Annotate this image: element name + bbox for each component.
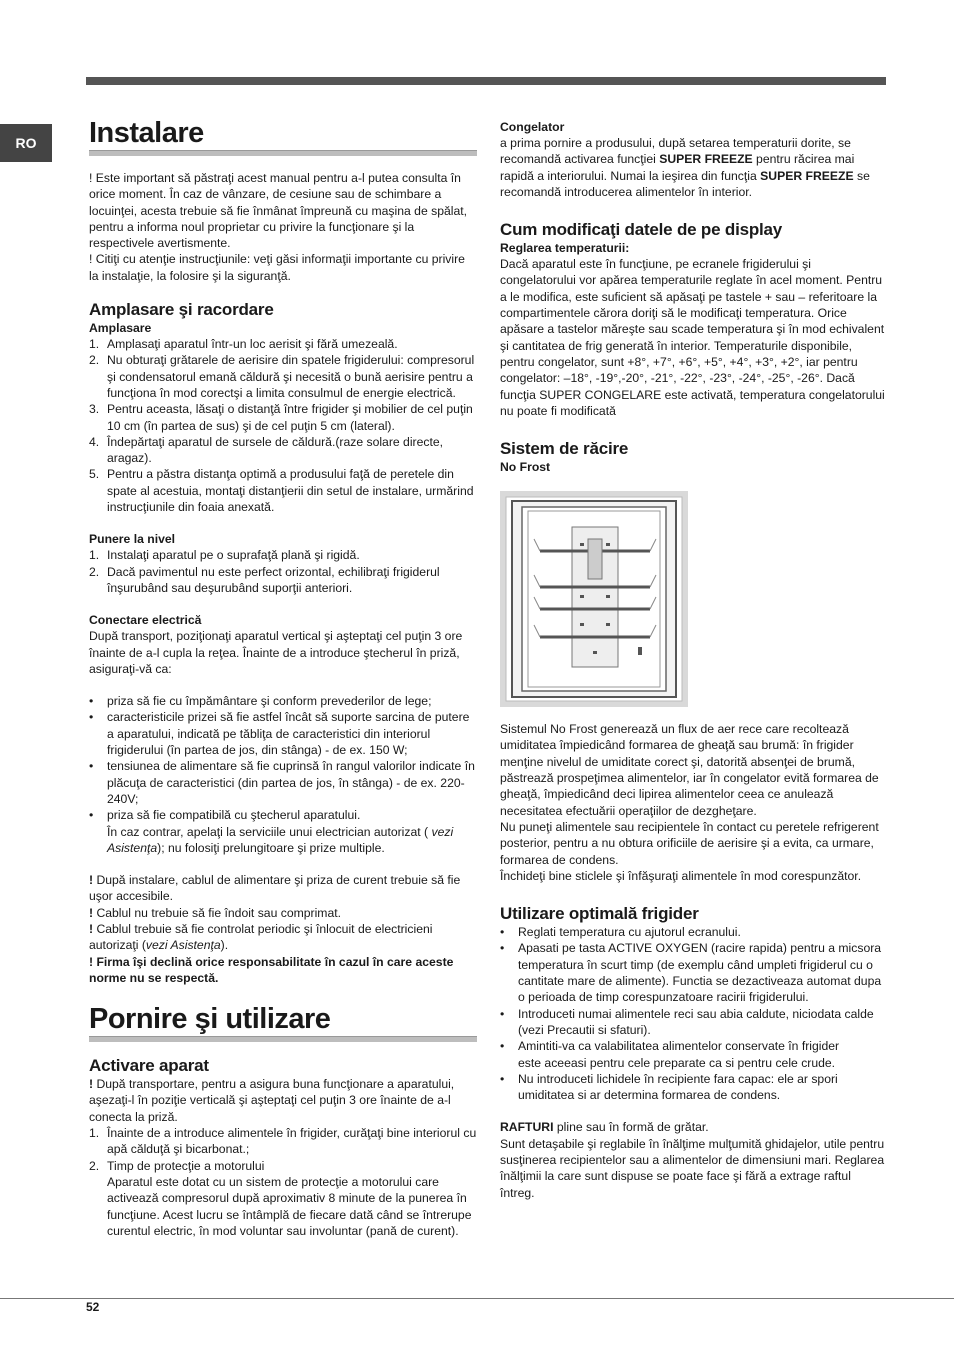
optimal-list <box>500 924 888 1103</box>
nofrost-paragraph-2: Nu puneţi alimentele sau recipientele în contact cu peretele refrigerent posterior, pentru a nu obtura orificiile de aerisire şi a evita, ca urmare, formarea de condens. <box>500 819 879 867</box>
top-rule <box>86 77 886 85</box>
warning-3: ! Cablul trebuie să fie controlat periodic şi înlocuit de electricieni autorizaţi (vezi Asistenţa). <box>89 921 433 953</box>
amplasare-list <box>89 336 477 515</box>
list-item: • priza să fie cu împământare şi conform prevederilor de lege; <box>89 694 432 709</box>
subheading-no-frost: No Frost <box>500 460 551 475</box>
intro-paragraph-2: ! Citiţi cu atenţie instrucţiunile: veţi găsi informaţii importante cu privire la instalaţie, la folosire şi la siguranţă. <box>89 252 465 283</box>
list-item: • Nu introduceti lichidele în recipiente fara capac: ele ar spori umiditatea si ar determina formarea de condens. <box>500 1071 838 1103</box>
nofrost-paragraph: Sistemul No Frost generează un flux de aer rece care recoltează umiditatea împiedicând formarea de gheaţă sau brumă: în frigider menţine nivelul de umiditate corect şi, datorită absenţei de brumă, păstrează prospeţimea alimentelor, iar în congelator evită formarea de gheaţă, împiedicând deci lipirea alimentelor ceea ce anulează necesitatea efectuării operaţiilor de dezgheţare. <box>500 722 879 818</box>
heading-sistem-racire: Sistem de răcire <box>500 439 629 459</box>
subheading-reglarea: Reglarea temperaturii: <box>500 241 630 256</box>
list-item: • Introduceti numai alimentele reci sau abia caldute, niciodata calde (vezi Precautii si sfaturi). <box>500 1006 874 1037</box>
list-item: • tensiunea de alimentare să fie cuprinsă în rangul valorilor indicate în plăcuţa de caracteristici (din partea de jos, în stânga) - de ex. 220-240V; <box>89 759 475 806</box>
activare-paragraph: ! După transportare, pentru a asigura buna funcţionare a aparatului, aşezaţi-l în poziţie verticală şi aşteptaţi cel puţin 3 ore înainte de a-l conecta la priză. <box>89 1077 455 1124</box>
heading-display: Cum modificaţi datele de pe display <box>500 220 783 240</box>
list-item: 1. Înainte de a introduce alimentele în frigider, curăţaţi bine interiorul cu apă călduţă şi bicarbonat.; <box>89 1126 477 1157</box>
section-title-instalare: Instalare <box>89 117 204 149</box>
list-item: 4. Îndepărtaţi aparatul de sursele de căldură.(raze solare directe, aragaz). <box>89 434 444 466</box>
list-item: 2. Dacă pavimentul nu este perfect orizontal, echilibraţi frigiderul înşurubând sau deşurubând suporţii anteriori. <box>89 564 440 595</box>
rafturi-paragraph: RAFTURI pline sau în formă de grătar. <box>500 1120 709 1135</box>
heading-amplasare-racordare: Amplasare şi racordare <box>89 300 274 320</box>
subheading-punere-nivel: Punere la nivel <box>89 532 176 547</box>
electric-list <box>89 693 477 856</box>
list-item: • Apasati pe tasta ACTIVE OXYGEN (racire rapida) pentru a micsora temperatura în scurt timp (de exemplu când umpleti frigiderul cu o cantitate mare de alimente). Functia se dezactiveaza automat dupa o perioada de timp corespunzatoare racirii frigiderului. <box>500 941 882 1005</box>
subheading-amplasare: Amplasare <box>89 321 152 336</box>
list-item-continuation: este aceeasi pentru cele preparate ca si pentru cele crude. <box>518 1055 836 1070</box>
page-number: 52 <box>86 1300 100 1314</box>
footer-rule <box>0 1298 954 1299</box>
list-item: • caracteristicile prizei să fie astfel încât să suporte sarcina de putere a aparatului, indicată pe tăbliţa de caracteristici din interiorul frigiderului (în partea de jos, din stânga) - de ex. 150 W; <box>89 710 470 758</box>
list-item: 1. Instalaţi aparatul pe o suprafaţă plană şi rigidă. <box>89 548 360 563</box>
heading-utilizare-optimala: Utilizare optimală frigider <box>500 904 699 924</box>
list-item: 2. Timp de protecţie a motorului Aparatul este dotat cu un sistem de protecţie a motorului care activează compresorul după aproximativ 8 minute de la punerea în funcţiune. Acest lucru se întâmplă de fiecare dată când se întrerupe curentul electric, în mod voluntar sau involuntar (pană de curent). <box>89 1158 472 1238</box>
section-title-pornire: Pornire şi utilizare <box>89 1003 331 1036</box>
list-item: 2. Nu obturaţi grătarele de aerisire din spatele frigiderului: compresorul şi condensatorul emană căldură şi necesită o bună aerisire pentru a funcţiona în mod corectşi a limita consulmul de energie electrică. <box>89 353 475 400</box>
subheading-congelator: Congelator <box>500 120 565 134</box>
title-rule <box>89 1036 477 1042</box>
right-column <box>500 119 888 1201</box>
heading-activare-aparat: Activare aparat <box>89 1056 209 1076</box>
left-column <box>89 116 477 1239</box>
list-item: 5. Pentru a păstra distanţa optimă a produsului faţă de peretele din spate al acestuia, montaţi distanţierii din setul de instalare, urmărind instrucţiunile din foaia anexată. <box>89 467 474 515</box>
warning-2: ! Cablul nu trebuie să fie îndoit sau comprimat. <box>89 905 342 920</box>
list-item: • priza să fie compatibilă cu ştecherul aparatului. În caz contrar, apelaţi la serviciile unui electrician autorizat ( vezi Asistenţa); nu folosiţi prelungitoare şi prize multiple. <box>89 808 454 855</box>
reglarea-paragraph: Dacă aparatul este în funcţiune, pe ecranele frigiderului şi congelatorului vor apărea temperaturile reglate în acel moment. Pentru a le modifica, este suficient să apăsaţi pe tastele + sau – referitoare la compartimentele cărora doriţi să le modificaţi temperatura. Orice apăsare a tastelor măreşte sau scade temperatura şi în mod echivalent şi cantitatea de frig generată în interior. Temperaturile disponibile, pentru congelator, sunt +8°, +7°, +6°, +5°, +4°, +3°, +2°, iar pentru congelator: –18°, -19°,-20°, -21°, -22°, -23°, -24°, -25°, -26°. Dacă funcţia SUPER CONGELARE este activată, temperatura congelatorului nu poate fi modificată <box>500 257 885 418</box>
list-item: 3. Pentru aceasta, lăsaţi o distanţă între frigider şi mobilier de cel puţin 10 cm (în partea de sus) şi de cel puţin 5 cm (lateral). <box>89 402 473 433</box>
intro-paragraph: ! Este important să păstraţi acest manual pentru a-l putea consulta în orice moment. În caz de vânzare, de cesiune sau de schimbare a locuinţei, acesta trebuie să fie înmânat împreună cu maşina de spălat, pentru a informa noul proprietar cu privire la funcţionare şi la respectivele avertismente. <box>89 171 468 251</box>
warning-1: ! După instalare, cablul de alimentare şi priza de curent trebuie să fie uşor accesibile. <box>89 873 461 904</box>
rafturi-description: Sunt detaşabile şi reglabile în înălţime mulţumită ghidajelor, utile pentru susţinerea recipientelor sau a alimentelor de dimensiuni mari. Reglarea înălţimii la care sunt dispuse se poate face şi fără a extrage raftul întreg. <box>500 1136 885 1200</box>
subheading-conectare-electrica: Conectare electrică <box>89 613 202 628</box>
congelator-paragraph: a prima pornire a produsului, după setarea temperaturii dorite, se recomandă activarea funcţiei SUPER FREEZE pentru răcirea mai rapidă a interiorului. Numai la ieşirea din funcţia SUPER FREEZE se recomandă introducerea alimentelor în interior. <box>500 136 870 199</box>
fridge-interior-illustration <box>500 491 688 707</box>
warning-4: ! Firma îşi declină orice responsabilitate în cazul în care aceste norme nu se respectă. <box>89 954 454 985</box>
language-tab: RO <box>0 124 52 162</box>
electric-paragraph: După transport, poziţionaţi aparatul vertical şi aşteptaţi cel puţin 3 ore înainte de a-l cupla la reţea. Înainte de a introduce ştecherul în priză, asiguraţi-vă ca: <box>89 629 463 676</box>
list-item: 1. Amplasaţi aparatul într-un loc aerisit şi fără umezeală. <box>89 337 398 352</box>
nofrost-paragraph-3: Închideţi bine sticlele şi înfăşuraţi alimentele în mod corespunzător. <box>500 868 862 883</box>
title-rule <box>89 150 477 156</box>
list-item: • Reglati temperatura cu ajutorul ecranului. <box>500 925 741 940</box>
nivel-list <box>89 547 477 596</box>
list-item: • Amintiti-va ca valabilitatea alimentelor conservate în frigider <box>500 1039 840 1054</box>
activare-list <box>89 1125 477 1239</box>
